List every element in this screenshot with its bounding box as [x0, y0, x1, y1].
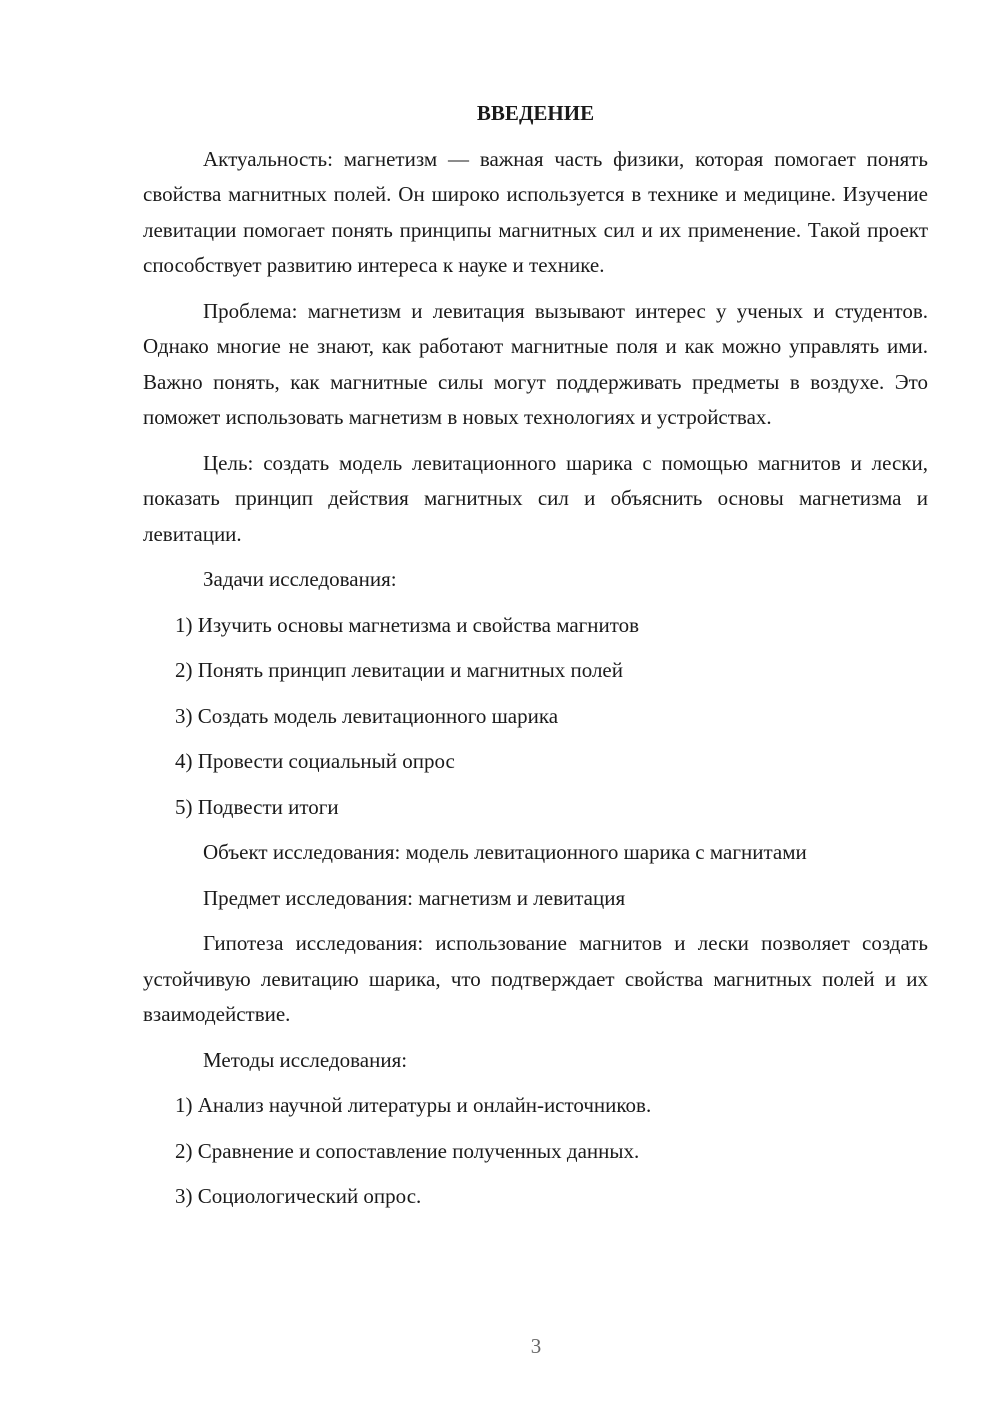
goal-paragraph: Цель: создать модель левитационного шарика с помощью магнитов и лески, показать принцип действия магнитных сил и объяснить основы магнетизма и левитации.: [143, 450, 928, 546]
method-item: 3) Социологический опрос.: [175, 1184, 422, 1208]
research-object: Объект исследования: модель левитационного шарика с магнитами: [203, 840, 807, 864]
relevance-paragraph: Актуальность: магнетизм — важная часть физики, которая помогает понять свойства магнитных полей. Он широко используется в технике и медицине. Изучение левитации помогает понять принципы магнитных сил и их применение. Такой проект способствует развитию интереса к науке и технике.: [143, 146, 928, 277]
method-item: 1) Анализ научной литературы и онлайн-источников.: [175, 1093, 652, 1117]
method-item: 2) Сравнение и сопоставление полученных данных.: [175, 1138, 640, 1163]
hypothesis-paragraph: Гипотеза исследования: использование магнитов и лески позволяет создать устойчивую левитацию шарика, что подтверждает свойства магнитных полей и их взаимодействие.: [143, 931, 928, 1026]
task-item: 3) Создать модель левитационного шарика: [175, 703, 559, 728]
page-number: 3: [530, 1334, 542, 1358]
tasks-heading: Задачи исследования:: [203, 567, 397, 591]
task-item: 1) Изучить основы магнетизма и свойства магнитов: [175, 612, 640, 637]
methods-heading: Методы исследования:: [203, 1047, 408, 1072]
task-item: 5) Подвести итоги: [175, 794, 339, 819]
task-item: 2) Понять принцип левитации и магнитных полей: [175, 658, 623, 682]
section-title: ВВЕДЕНИЕ: [476, 101, 595, 125]
document-page: [143, 96, 928, 1225]
research-subject: Предмет исследования: магнетизм и левитация: [203, 885, 626, 910]
problem-paragraph: Проблема: магнетизм и левитация вызывают интерес у ученых и студентов. Однако многие не знают, как работают магнитные поля и как можно управлять ими. Важно понять, как магнитные силы могут поддерживать предметы в воздухе. Это поможет использовать магнетизм в новых технологиях и устройствах.: [143, 298, 928, 429]
task-item: 4) Провести социальный опрос: [175, 749, 455, 773]
